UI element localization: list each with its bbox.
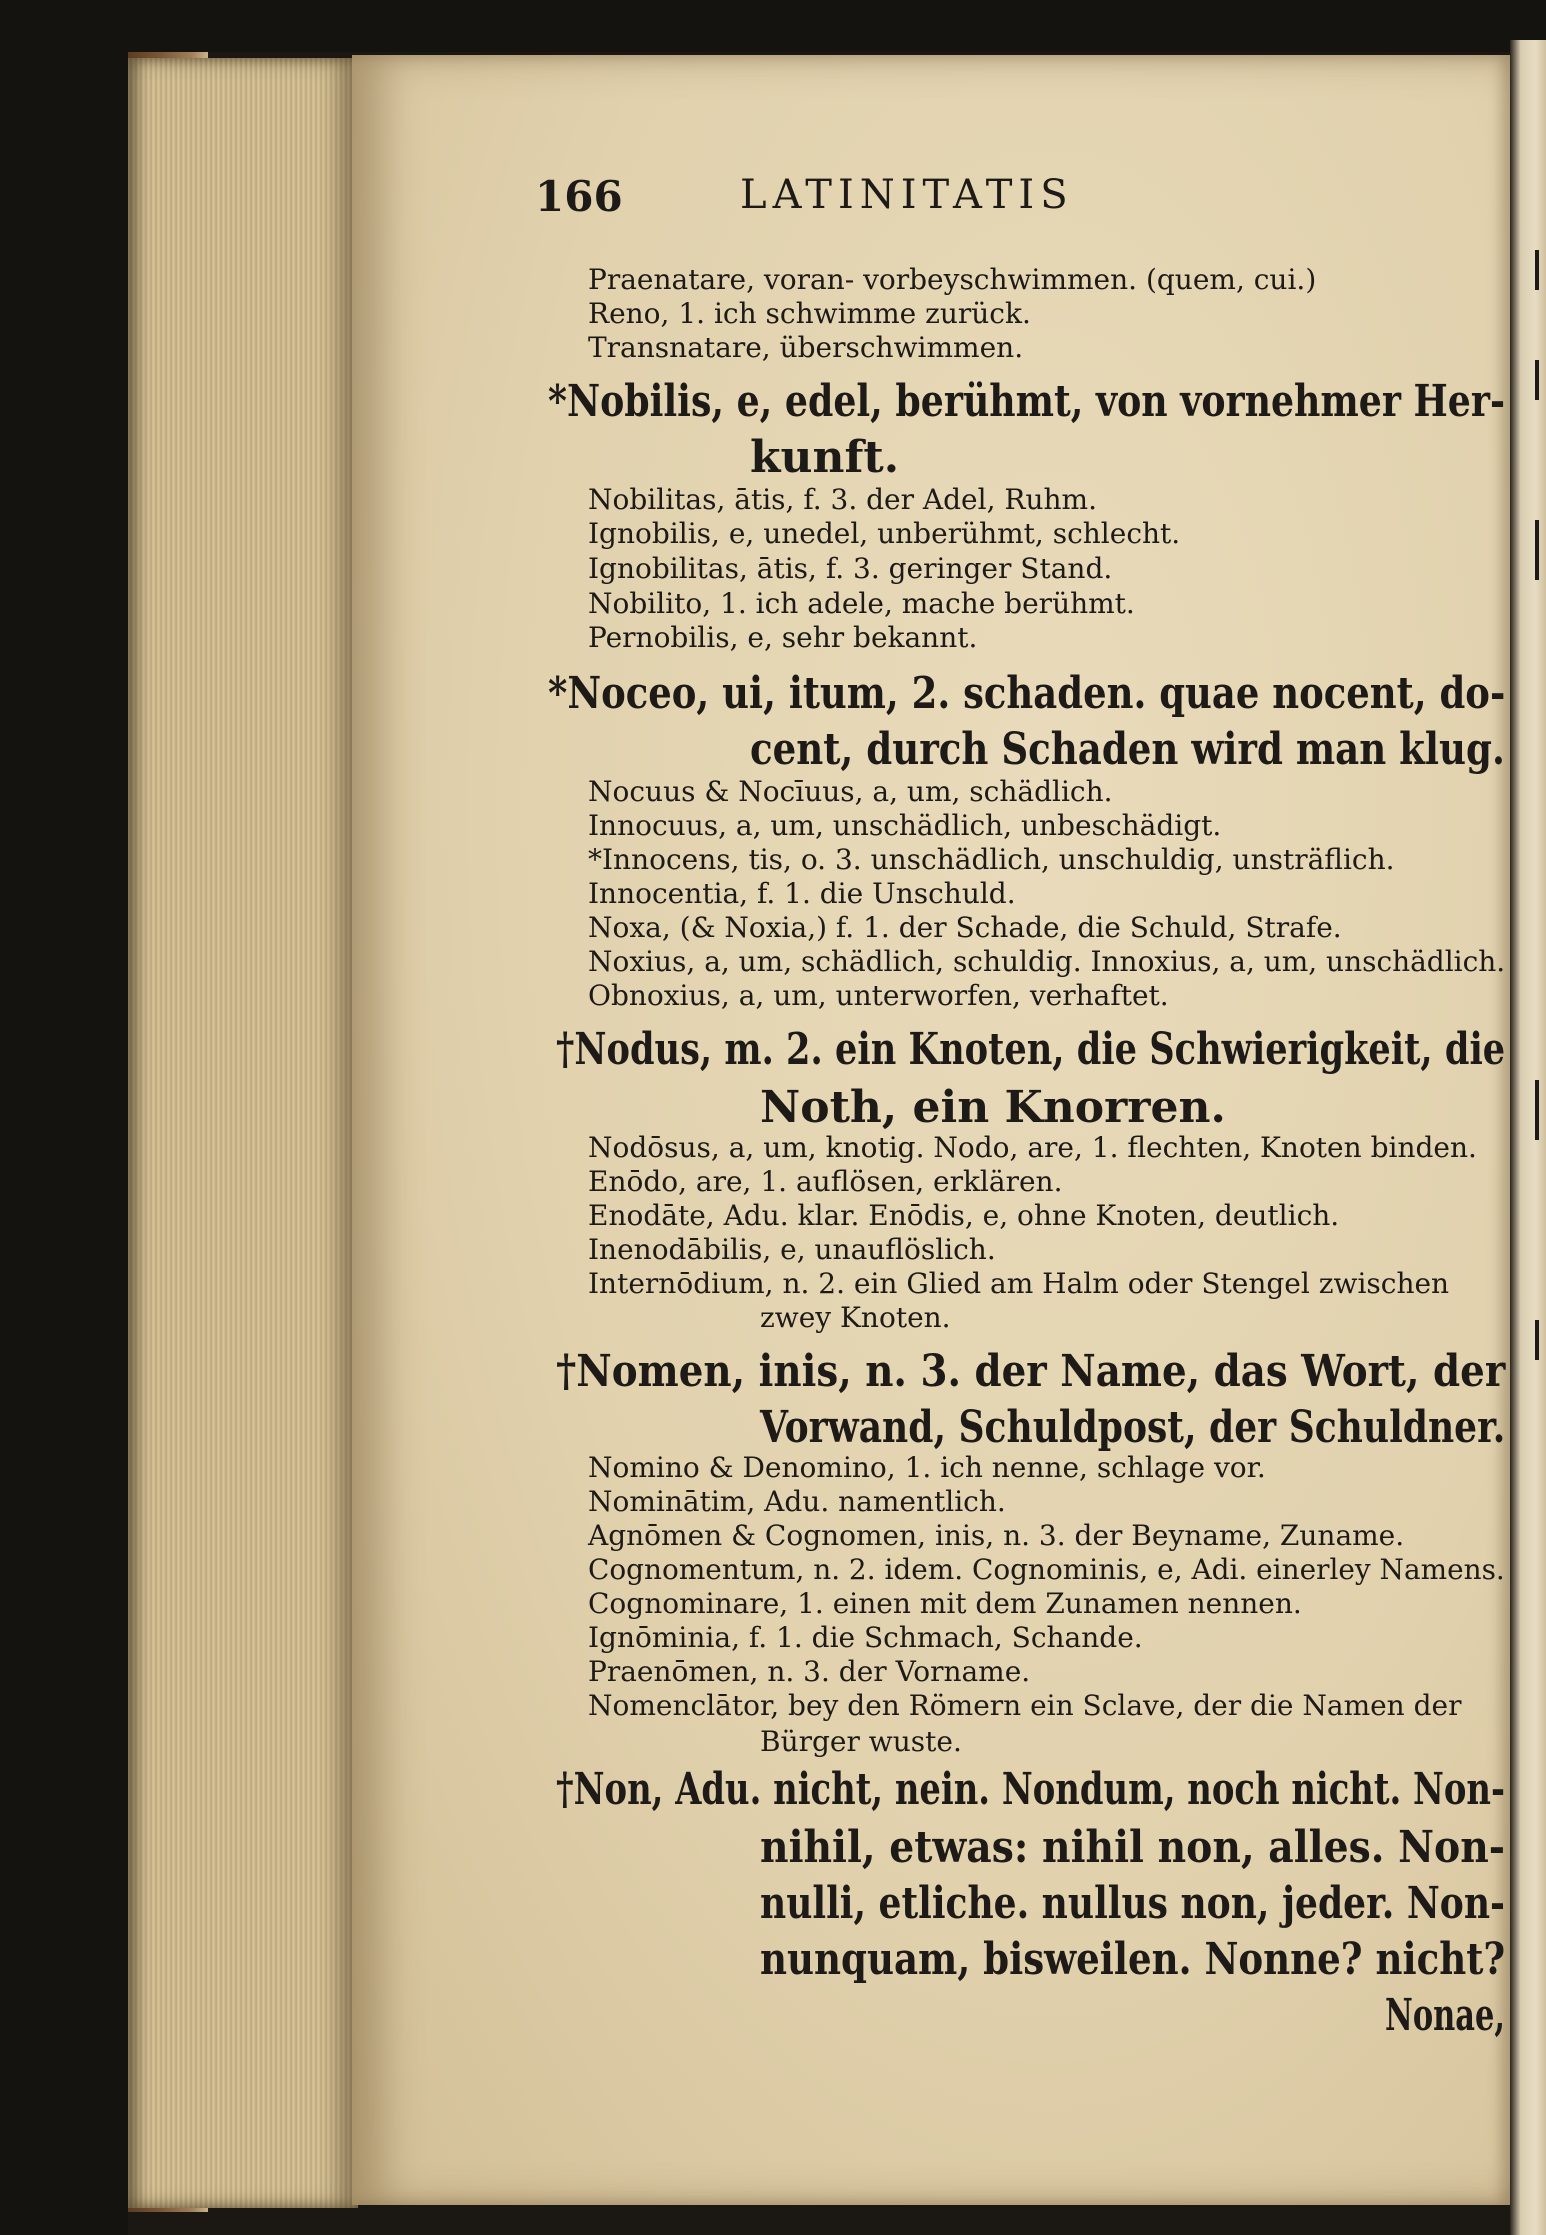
entry-line: Nomenclātor, bey den Römern ein Sclave, der die Namen der [588,1689,1462,1722]
headword-line: Vorwand, Schuldpost, der Schuldner. [760,1402,1506,1453]
headword-line: nunquam, bisweilen. Nonne? nicht? [760,1934,1506,1985]
entry-line: Ignōminia, f. 1. die Schmach, Schande. [588,1621,1143,1654]
facing-page-mark [1535,360,1539,400]
entry-line: Innocuus, a, um, unschädlich, unbeschädigt. [588,809,1222,842]
entry-line: Nocuus & Nocīuus, a, um, schädlich. [588,775,1113,808]
headword-line: nulli, etliche. nullus non, jeder. Non- [760,1878,1506,1929]
entry-line: zwey Knoten. [760,1301,951,1334]
facing-page-mark [1535,1080,1539,1140]
entry-line: Ignobilis, e, unedel, unberühmt, schlecht. [588,517,1181,550]
headword-line: nihil, etwas: nihil non, alles. Non- [760,1822,1506,1873]
page-stack-edges [128,58,358,2208]
entry-line: Obnoxius, a, um, unterworfen, verhaftet. [588,979,1169,1012]
entry-line: Ignobilitas, ātis, f. 3. geringer Stand. [588,552,1113,585]
entry-line: Nobilito, 1. ich adele, mache berühmt. [588,587,1135,620]
entry-line: Cognominare, 1. einen mit dem Zunamen nennen. [588,1587,1302,1620]
entry-line: *Innocens, tis, o. 3. unschädlich, unschuldig, unsträflich. [588,843,1395,876]
entry-line: Internōdium, n. 2. ein Glied am Halm oder Stengel zwischen [588,1267,1450,1300]
entry-line: Noxa, (& Noxia,) f. 1. der Schade, die Schuld, Strafe. [588,911,1342,944]
entry-line: Nomino & Denomino, 1. ich nenne, schlage vor. [588,1451,1266,1484]
entry-line: Nodōsus, a, um, knotig. Nodo, are, 1. flechten, Knoten binden. [588,1131,1477,1164]
entry-line: Nobilitas, ātis, f. 3. der Adel, Ruhm. [588,483,1097,516]
headword-line: kunft. [750,432,900,483]
headword-line: †Non, Adu. nicht, nein. Nondum, noch nicht. Non- [556,1764,1506,1815]
headword-line: †Nodus, m. 2. ein Knoten, die Schwierigkeit, die [556,1024,1506,1075]
catchword: Nonae, [1385,1990,1505,2041]
entry-line: Cognomentum, n. 2. idem. Cognominis, e, Adi. einerley Namens. [588,1553,1505,1586]
headword-line: *Nobilis, e, edel, berühmt, von vornehmer Her- [548,376,1506,427]
facing-page-edge [1510,40,1546,2235]
entry-line: Bürger wuste. [760,1725,962,1758]
headword-line: †Nomen, inis, n. 3. der Name, das Wort, der [556,1346,1506,1397]
entry-line: Nominātim, Adu. namentlich. [588,1485,1006,1518]
entry-line: Enōdo, are, 1. auflösen, erklären. [588,1165,1063,1198]
entry-line: Enodāte, Adu. klar. Enōdis, e, ohne Knoten, deutlich. [588,1199,1340,1232]
headword-line: *Noceo, ui, itum, 2. schaden. quae nocent, do- [548,668,1506,719]
headword-line: cent, durch Schaden wird man klug. [750,724,1505,775]
entry-line: Pernobilis, e, sehr bekannt. [588,621,978,654]
headword-line: Noth, ein Knorren. [760,1082,1226,1133]
facing-page-mark [1535,520,1539,580]
facing-page-mark [1535,250,1539,290]
page-number: 166 [535,172,623,221]
entry-line: Praenōmen, n. 3. der Vorname. [588,1655,1031,1688]
entry-line: Transnatare, überschwimmen. [588,331,1024,364]
facing-page-mark [1535,1320,1539,1360]
running-head: LATINITATIS [740,172,1074,218]
entry-line: Agnōmen & Cognomen, inis, n. 3. der Beyname, Zuname. [588,1519,1405,1552]
entry-line: Noxius, a, um, schädlich, schuldig. Innoxius, a, um, unschädlich. [588,945,1506,978]
entry-line: Inenodābilis, e, unauflöslich. [588,1233,996,1266]
entry-line: Praenatare, voran- vorbeyschwimmen. (quem, cui.) [588,263,1317,296]
entry-line: Reno, 1. ich schwimme zurück. [588,297,1031,330]
entry-line: Innocentia, f. 1. die Unschuld. [588,877,1016,910]
